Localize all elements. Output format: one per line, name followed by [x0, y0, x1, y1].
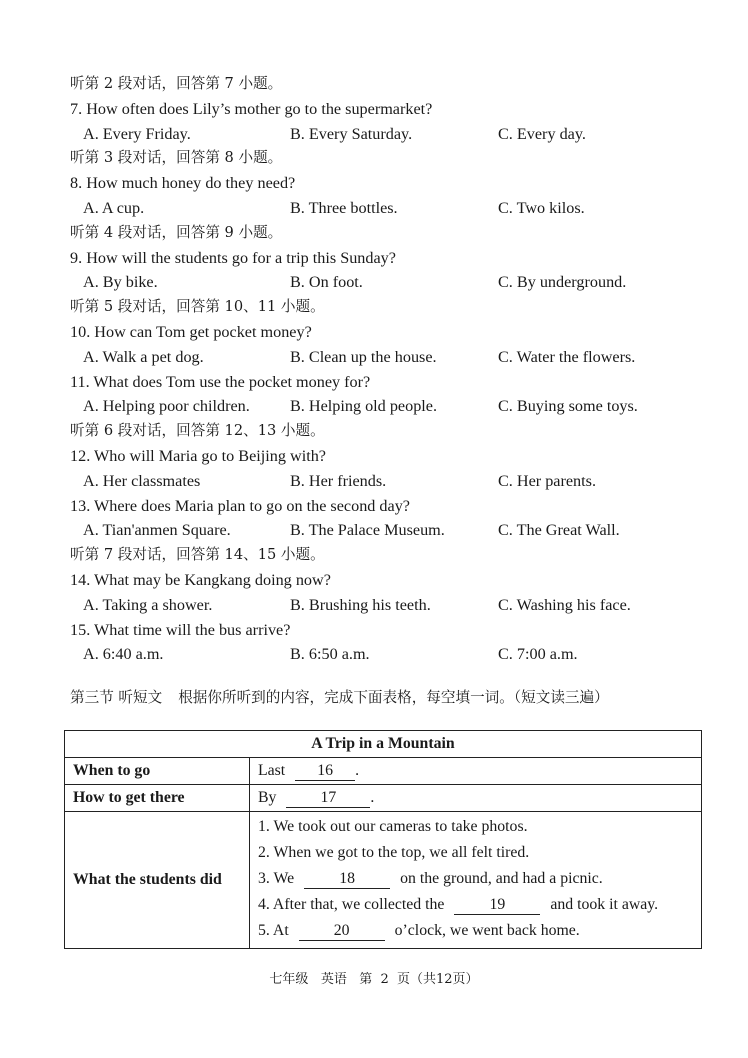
option-c: C. Her parents. [498, 471, 596, 490]
dialogue-instruction: 听第 7 段对话，回答第 14、15 小题。 [70, 546, 325, 564]
option-c: C. Water the flowers. [498, 347, 636, 366]
answer-options [70, 345, 730, 370]
option-a: A. Walk a pet dog. [83, 347, 204, 366]
did-label: What the students did [65, 812, 250, 949]
question-text: 8. How much honey do they need? [70, 174, 296, 193]
option-a: A. By bike. [83, 273, 158, 292]
option-c: C. By underground. [498, 273, 627, 292]
answer-options [70, 518, 730, 543]
question-text: 13. Where does Maria plan to go on the second day? [70, 496, 410, 515]
answer-options [70, 469, 730, 494]
option-a: A. A cup. [83, 198, 145, 217]
section-instruction: 根据你所听到的内容，完成下面表格，每空填一词。（短文读三遍） [178, 689, 609, 706]
when-suffix: . [355, 761, 360, 779]
section-three-heading [70, 686, 730, 707]
did-item-1: 1. We took out our cameras to take photos. [258, 818, 528, 835]
how-cell [250, 785, 702, 812]
option-b: B. Every Saturday. [290, 124, 413, 143]
answer-options [70, 122, 730, 147]
option-b: B. Helping old people. [290, 397, 438, 416]
question-text: 7. How often does Lily’s mother go to the supermarket? [70, 99, 433, 118]
dialogue-instruction: 听第 5 段对话，回答第 10、11 小题。 [70, 298, 325, 316]
did-item-5: 5. At 20 o’clock, we went back home. [258, 922, 580, 939]
answer-options [70, 394, 730, 419]
dialogue-instruction: 听第 4 段对话，回答第 9 小题。 [70, 223, 283, 241]
question-text: 15. What time will the bus arrive? [70, 620, 291, 639]
option-c: C. Every day. [498, 124, 586, 143]
section-title: 第三节 听短文 [70, 689, 163, 706]
option-b: B. On foot. [290, 273, 363, 292]
option-a: A. Taking a shower. [83, 595, 213, 614]
how-prefix: By [258, 788, 277, 806]
dialogue-instruction: 听第 3 段对话，回答第 8 小题。 [70, 149, 283, 167]
did-item-3: 3. We 18 on the ground, and had a picnic. [258, 870, 603, 887]
option-a: A. Her classmates [83, 471, 201, 490]
listening-questions [70, 72, 730, 667]
option-c: C. Two kilos. [498, 198, 585, 217]
table-title: A Trip in a Mountain [65, 731, 702, 758]
trip-table [64, 730, 702, 949]
option-c: C. 7:00 a.m. [498, 645, 578, 664]
blank-16: 16 [295, 762, 355, 781]
option-c: C. Washing his face. [498, 595, 631, 614]
answer-options [70, 270, 730, 295]
option-b: B. Clean up the house. [290, 347, 437, 366]
question-text: 9. How will the students go for a trip this Sunday? [70, 248, 396, 267]
option-c: C. The Great Wall. [498, 521, 620, 540]
question-text: 14. What may be Kangkang doing now? [70, 570, 331, 589]
dialogue-instruction: 听第 2 段对话，回答第 7 小题。 [70, 75, 283, 92]
answer-options [70, 196, 730, 221]
blank-17: 17 [286, 789, 370, 808]
option-a: A. Tian'anmen Square. [83, 521, 231, 540]
table-row [65, 812, 702, 949]
did-item-4: 4. After that, we collected the 19 and took it away. [258, 896, 659, 913]
answer-options [70, 642, 730, 667]
blank-20: 20 [299, 922, 385, 941]
answer-options [70, 593, 730, 618]
option-b: B. 6:50 a.m. [290, 645, 370, 664]
blank-18: 18 [304, 870, 390, 889]
question-text: 11. What does Tom use the pocket money for? [70, 372, 371, 391]
table-row [65, 785, 702, 812]
option-a: A. Helping poor children. [83, 397, 250, 416]
when-cell [250, 758, 702, 785]
when-label: When to go [65, 758, 250, 785]
option-a: A. Every Friday. [83, 124, 191, 143]
option-b: B. The Palace Museum. [290, 521, 445, 540]
question-text: 12. Who will Maria go to Beijing with? [70, 446, 326, 465]
question-text: 10. How can Tom get pocket money? [70, 322, 312, 341]
table-row [65, 758, 702, 785]
blank-19: 19 [454, 896, 540, 915]
option-b: B. Brushing his teeth. [290, 595, 431, 614]
option-a: A. 6:40 a.m. [83, 645, 164, 664]
option-c: C. Buying some toys. [498, 397, 638, 416]
did-cell [250, 812, 702, 949]
option-b: B. Her friends. [290, 471, 387, 490]
dialogue-instruction: 听第 6 段对话，回答第 12、13 小题。 [70, 422, 325, 440]
option-b: B. Three bottles. [290, 198, 398, 217]
when-prefix: Last [258, 761, 286, 779]
did-item-2: 2. When we got to the top, we all felt tired. [258, 844, 530, 861]
how-label: How to get there [65, 785, 250, 812]
how-suffix: . [370, 788, 375, 806]
page-footer: 七年级 英语 第 2 页（共12页） [269, 972, 479, 987]
